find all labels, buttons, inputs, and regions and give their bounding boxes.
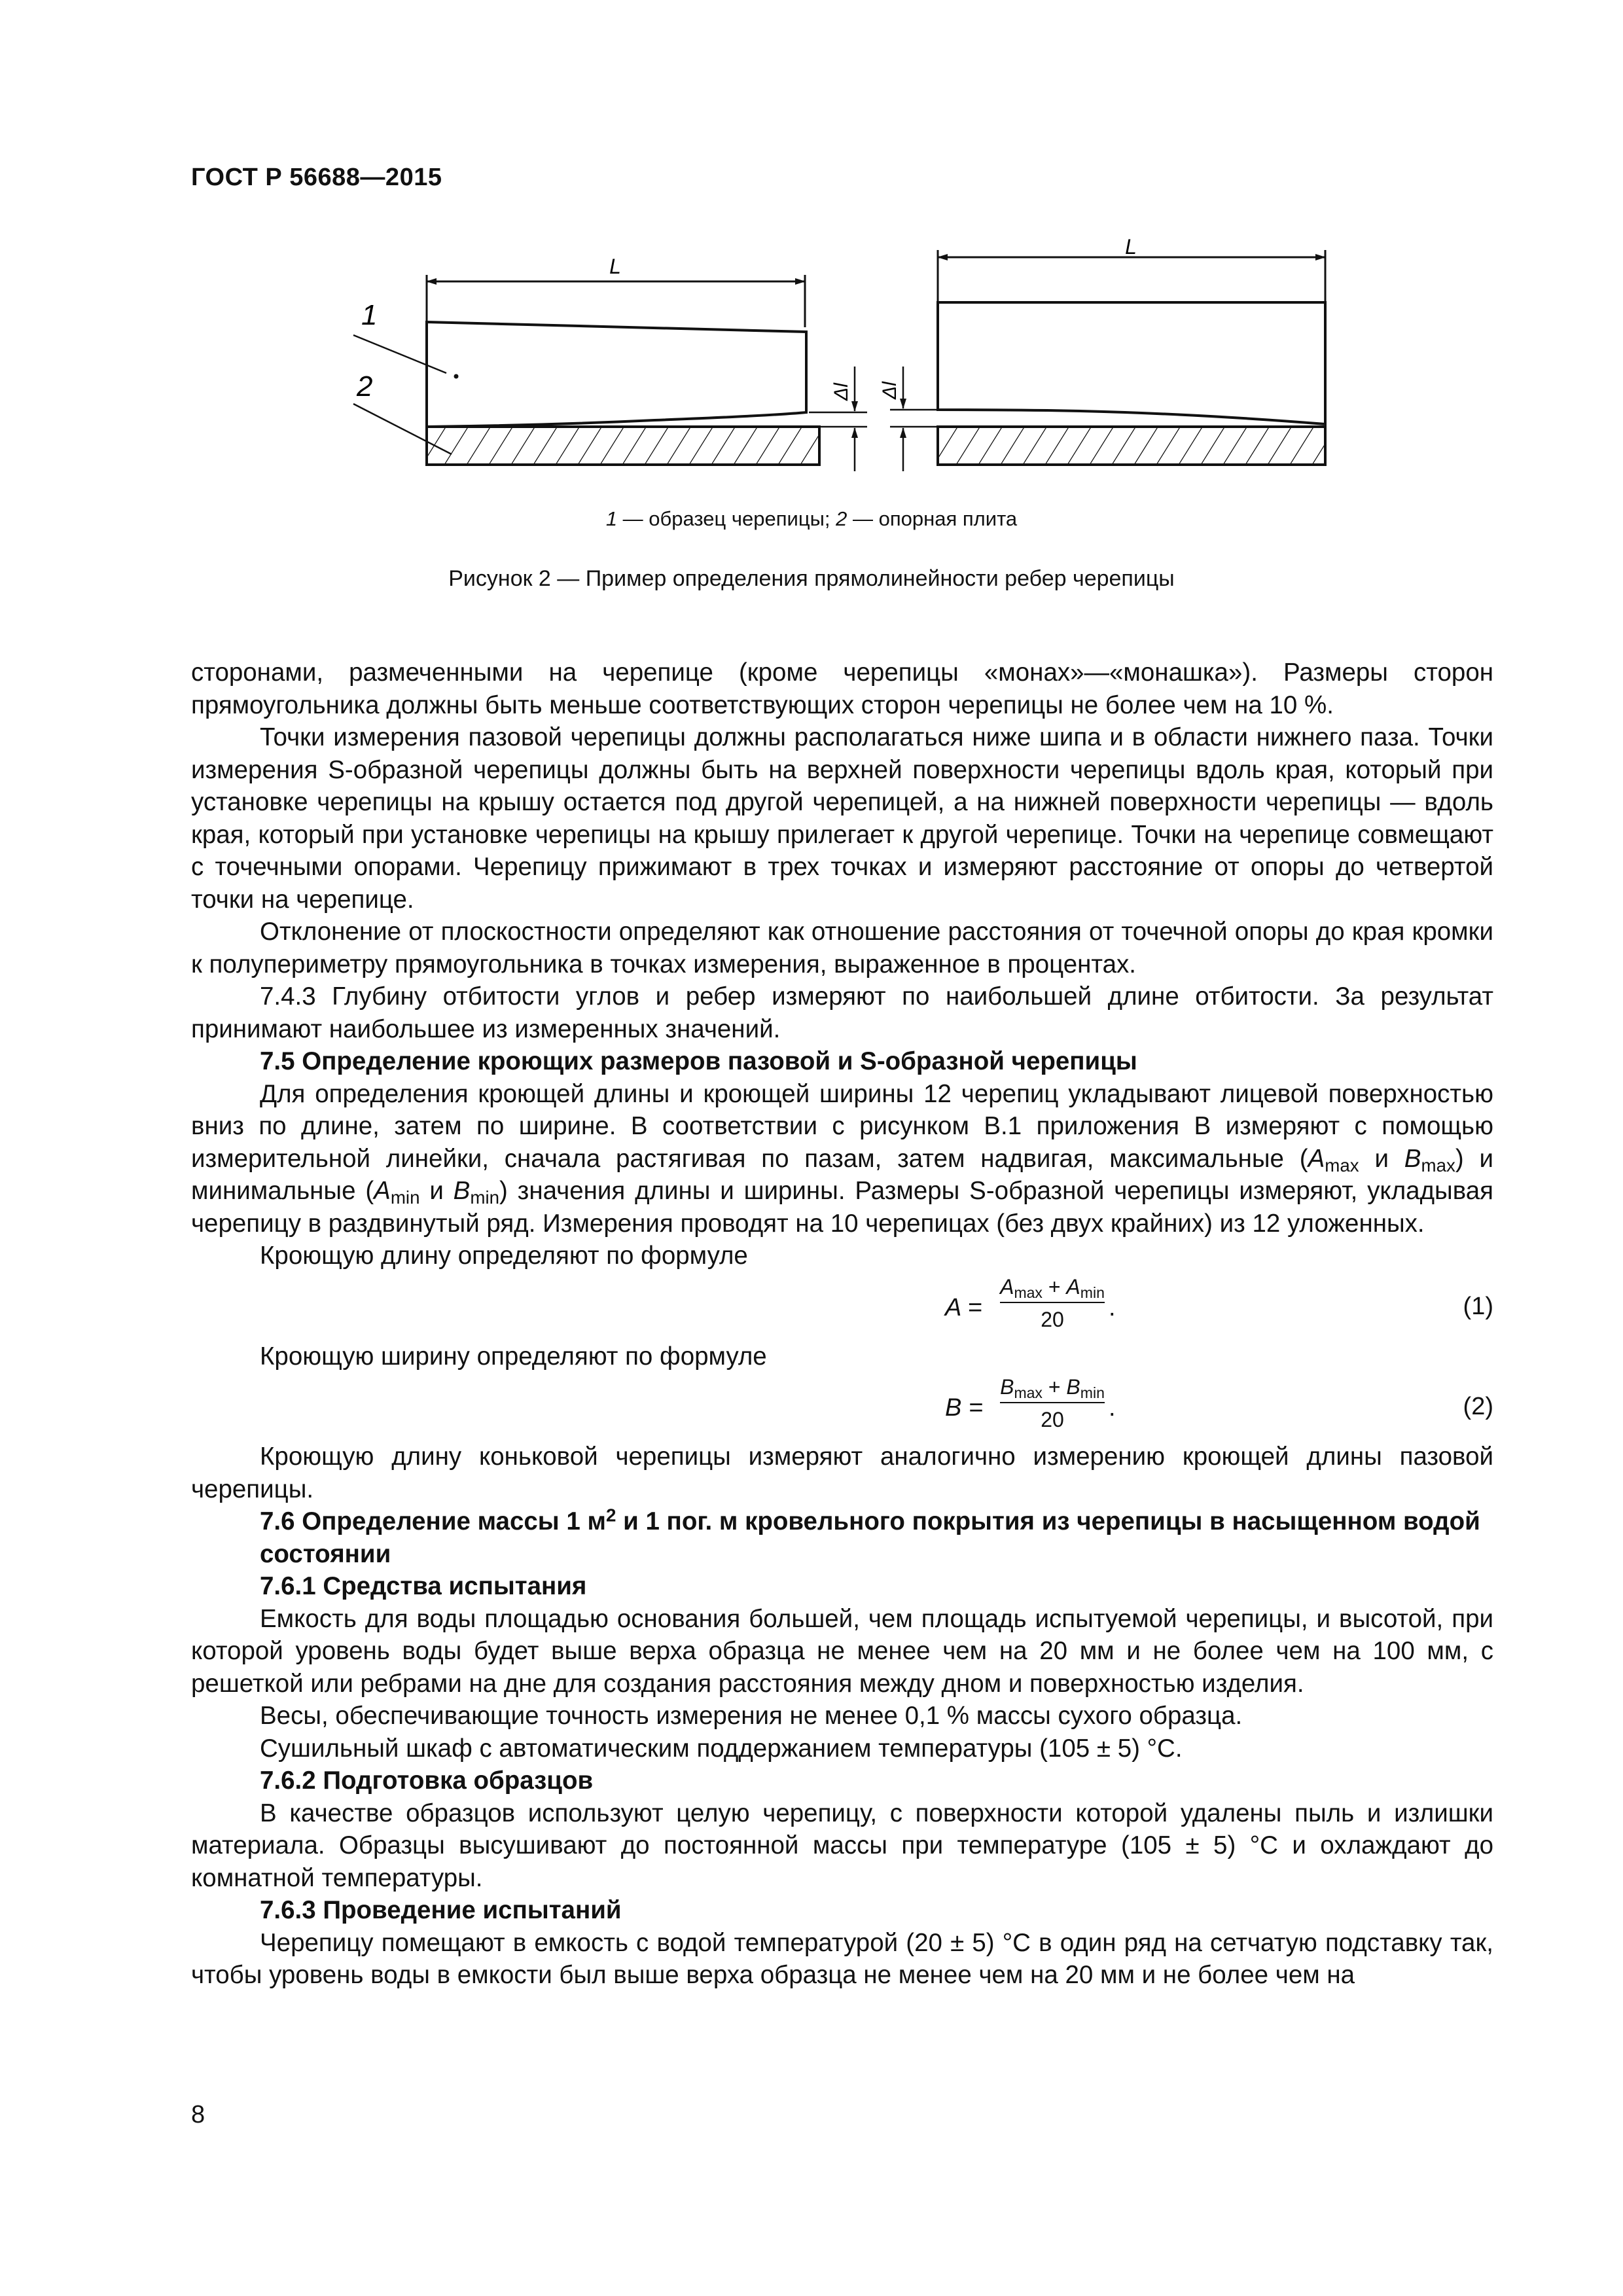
dim-label-left: L (609, 255, 621, 278)
formula-number: (1) (1463, 1292, 1493, 1320)
formula-2-row (191, 1372, 1493, 1441)
document-header: ГОСТ Р 56688—2015 (191, 164, 442, 191)
legend-num-1: 1 (605, 507, 618, 530)
var: B (1000, 1375, 1014, 1399)
var-b: B (1404, 1144, 1421, 1173)
page-number: 8 (191, 2101, 205, 2128)
text-run: Для определения кроющей длины и кроющей ширины 12 черепиц укладывают лицевой поверхностью вниз по длине, затем по ширине. В соответствии с рисунком В.1 приложения В измеряют с помощью измерительной линейки, сначала растягивая по пазам, затем надвигая, максимальные ( (191, 1079, 1493, 1173)
formula-1-row (191, 1272, 1493, 1340)
formula-lhs: B = (945, 1394, 984, 1422)
superscript: 2 (605, 1505, 616, 1526)
fraction-bar (1000, 1302, 1105, 1303)
text-run: и 1 пог. м кровельного покрытия из черепицы в насыщенном водой состоянии (260, 1507, 1480, 1568)
paragraph: Точки измерения пазовой черепицы должны располагаться ниже шипа и в области нижнего паза. Точки измерения S-образной черепицы должны быть на верхней поверхности черепицы вдоль края, который при установке черепицы на крышу остается под другой черепицей, а на нижней поверхности черепицы — вдоль края, который при установке черепицы на крышу прилегает к другой черепице. Точки на черепице совмещают с точечными опорами. Черепицу прижимают в трех точках и измеряют расстояние от опоры до четвертой точки на черепице. (191, 723, 1493, 914)
paragraph: 7.4.3 Глубину отбитости углов и ребер измеряют по наибольшей длине отбитости. За результат принимают наибольшее из измеренных значений. (191, 982, 1493, 1043)
figure-2-drawing (0, 232, 1623, 494)
formula-number: (2) (1463, 1393, 1493, 1420)
callout-2: 2 (357, 370, 373, 403)
op: + (1042, 1375, 1067, 1399)
paragraph: Емкость для воды площадью основания большей, чем площадь испытуемой черепицы, и высотой, при которой уровень воды будет выше верха образца не менее чем на 20 мм и не более чем на 100 мм, с решеткой или ребрами на дне для создания расстояния между дном и поверхностью изделия. (191, 1604, 1493, 1698)
text-run: ) значения длины и ширины. Размеры S-образной черепицы измеряют, укладывая черепицу в раздвинутый ряд. Измерения проводят на 10 черепицах (без двух крайних) из 12 уложенных. (191, 1177, 1493, 1238)
paragraph: Сушильный шкаф с автоматическим поддержанием температуры (105 ± 5) °С. (260, 1734, 1183, 1763)
var: A (1000, 1274, 1014, 1299)
paragraph: Кроющую длину коньковой черепицы измеряют аналогично измерению кроющей длины пазовой черепицы. (191, 1443, 1493, 1503)
op: + (1042, 1274, 1067, 1299)
section-heading-7-6-3: 7.6.3 Проведение испытаний (260, 1896, 622, 1924)
dim-label-right: L (1125, 235, 1137, 259)
sub-max: max (1421, 1155, 1455, 1175)
var-b: B (453, 1177, 471, 1205)
figure-legend (0, 507, 1623, 531)
body-text (191, 656, 1493, 1992)
dim-delta-right: Δl (879, 382, 901, 399)
var-a: A (374, 1177, 391, 1205)
paragraph-coverage (191, 1078, 1493, 1240)
figure-2 (0, 232, 1623, 494)
legend-text-1: — образец черепицы; (617, 507, 836, 530)
text-run: и (1359, 1144, 1404, 1173)
section-heading-7-6-2: 7.6.2 Подготовка образцов (260, 1767, 594, 1795)
paragraph: сторонами, размеченными на черепице (кроме черепицы «монах»—«монашка»). Размеры сторон прямоугольника должны быть меньше соответствующих сторон черепицы не более чем на 10 %. (191, 658, 1493, 719)
callout-1: 1 (361, 299, 378, 331)
var: A (1066, 1274, 1080, 1299)
legend-num-2: 2 (836, 507, 847, 530)
legend-text-2: — опорная плита (847, 507, 1018, 530)
numerator (996, 1274, 1109, 1300)
section-heading-7-5: 7.5 Определение кроющих размеров пазовой и S-образной черепицы (260, 1047, 1137, 1075)
fraction-bar (1000, 1402, 1105, 1403)
denominator: 20 (1041, 1307, 1064, 1331)
sub: min (1080, 1384, 1105, 1401)
var-a: A (1308, 1144, 1325, 1173)
paragraph: Кроющую ширину определяют по формуле (260, 1342, 767, 1371)
text-run: и (419, 1177, 454, 1205)
formula-end: . (1109, 1394, 1116, 1422)
paragraph: Отклонение от плоскостности определяют как отношение расстояния от точечной опоры до края кромки к полупериметру прямоугольника в точках измерения, выраженное в процентах. (191, 918, 1493, 978)
right-panel (879, 235, 1325, 471)
section-heading-7-6 (191, 1505, 1493, 1570)
dim-delta-left: Δl (830, 383, 852, 401)
sub: max (1014, 1283, 1043, 1301)
var: B (1066, 1375, 1080, 1399)
paragraph: Весы, обеспечивающие точность измерения не менее 0,1 % массы сухого образца. (260, 1702, 1243, 1730)
sub-min: min (470, 1187, 500, 1208)
text-run: 7.6 Определение массы 1 м (260, 1507, 606, 1535)
formula-end: . (1109, 1293, 1116, 1321)
figure-caption: Рисунок 2 — Пример определения прямолинейности ребер черепицы (448, 566, 1175, 591)
section-heading-7-6-1: 7.6.1 Средства испытания (260, 1572, 587, 1600)
sub-min: min (390, 1187, 420, 1208)
paragraph: Черепицу помещают в емкость с водой температурой (20 ± 5) °С в один ряд на сетчатую подставку так, чтобы уровень воды в емкости был выше верха образца не менее чем на 20 мм и не более чем на (191, 1928, 1493, 1989)
left-panel (353, 255, 867, 471)
formula-lhs: A = (945, 1293, 982, 1321)
sub: min (1080, 1283, 1105, 1301)
numerator (996, 1374, 1109, 1400)
text-run: ) и минимальные ( (191, 1144, 1493, 1205)
paragraph: В качестве образцов используют целую черепицу, с поверхности которой удалены пыль и излишки материала. Образцы высушивают до постоянной массы при температуре (105 ± 5) °С и охлаждают до комнатной температуры. (191, 1799, 1493, 1892)
sub-max: max (1325, 1155, 1359, 1175)
paragraph: Кроющую длину определяют по формуле (260, 1242, 748, 1270)
denominator: 20 (1041, 1408, 1064, 1431)
sub: max (1014, 1384, 1043, 1401)
